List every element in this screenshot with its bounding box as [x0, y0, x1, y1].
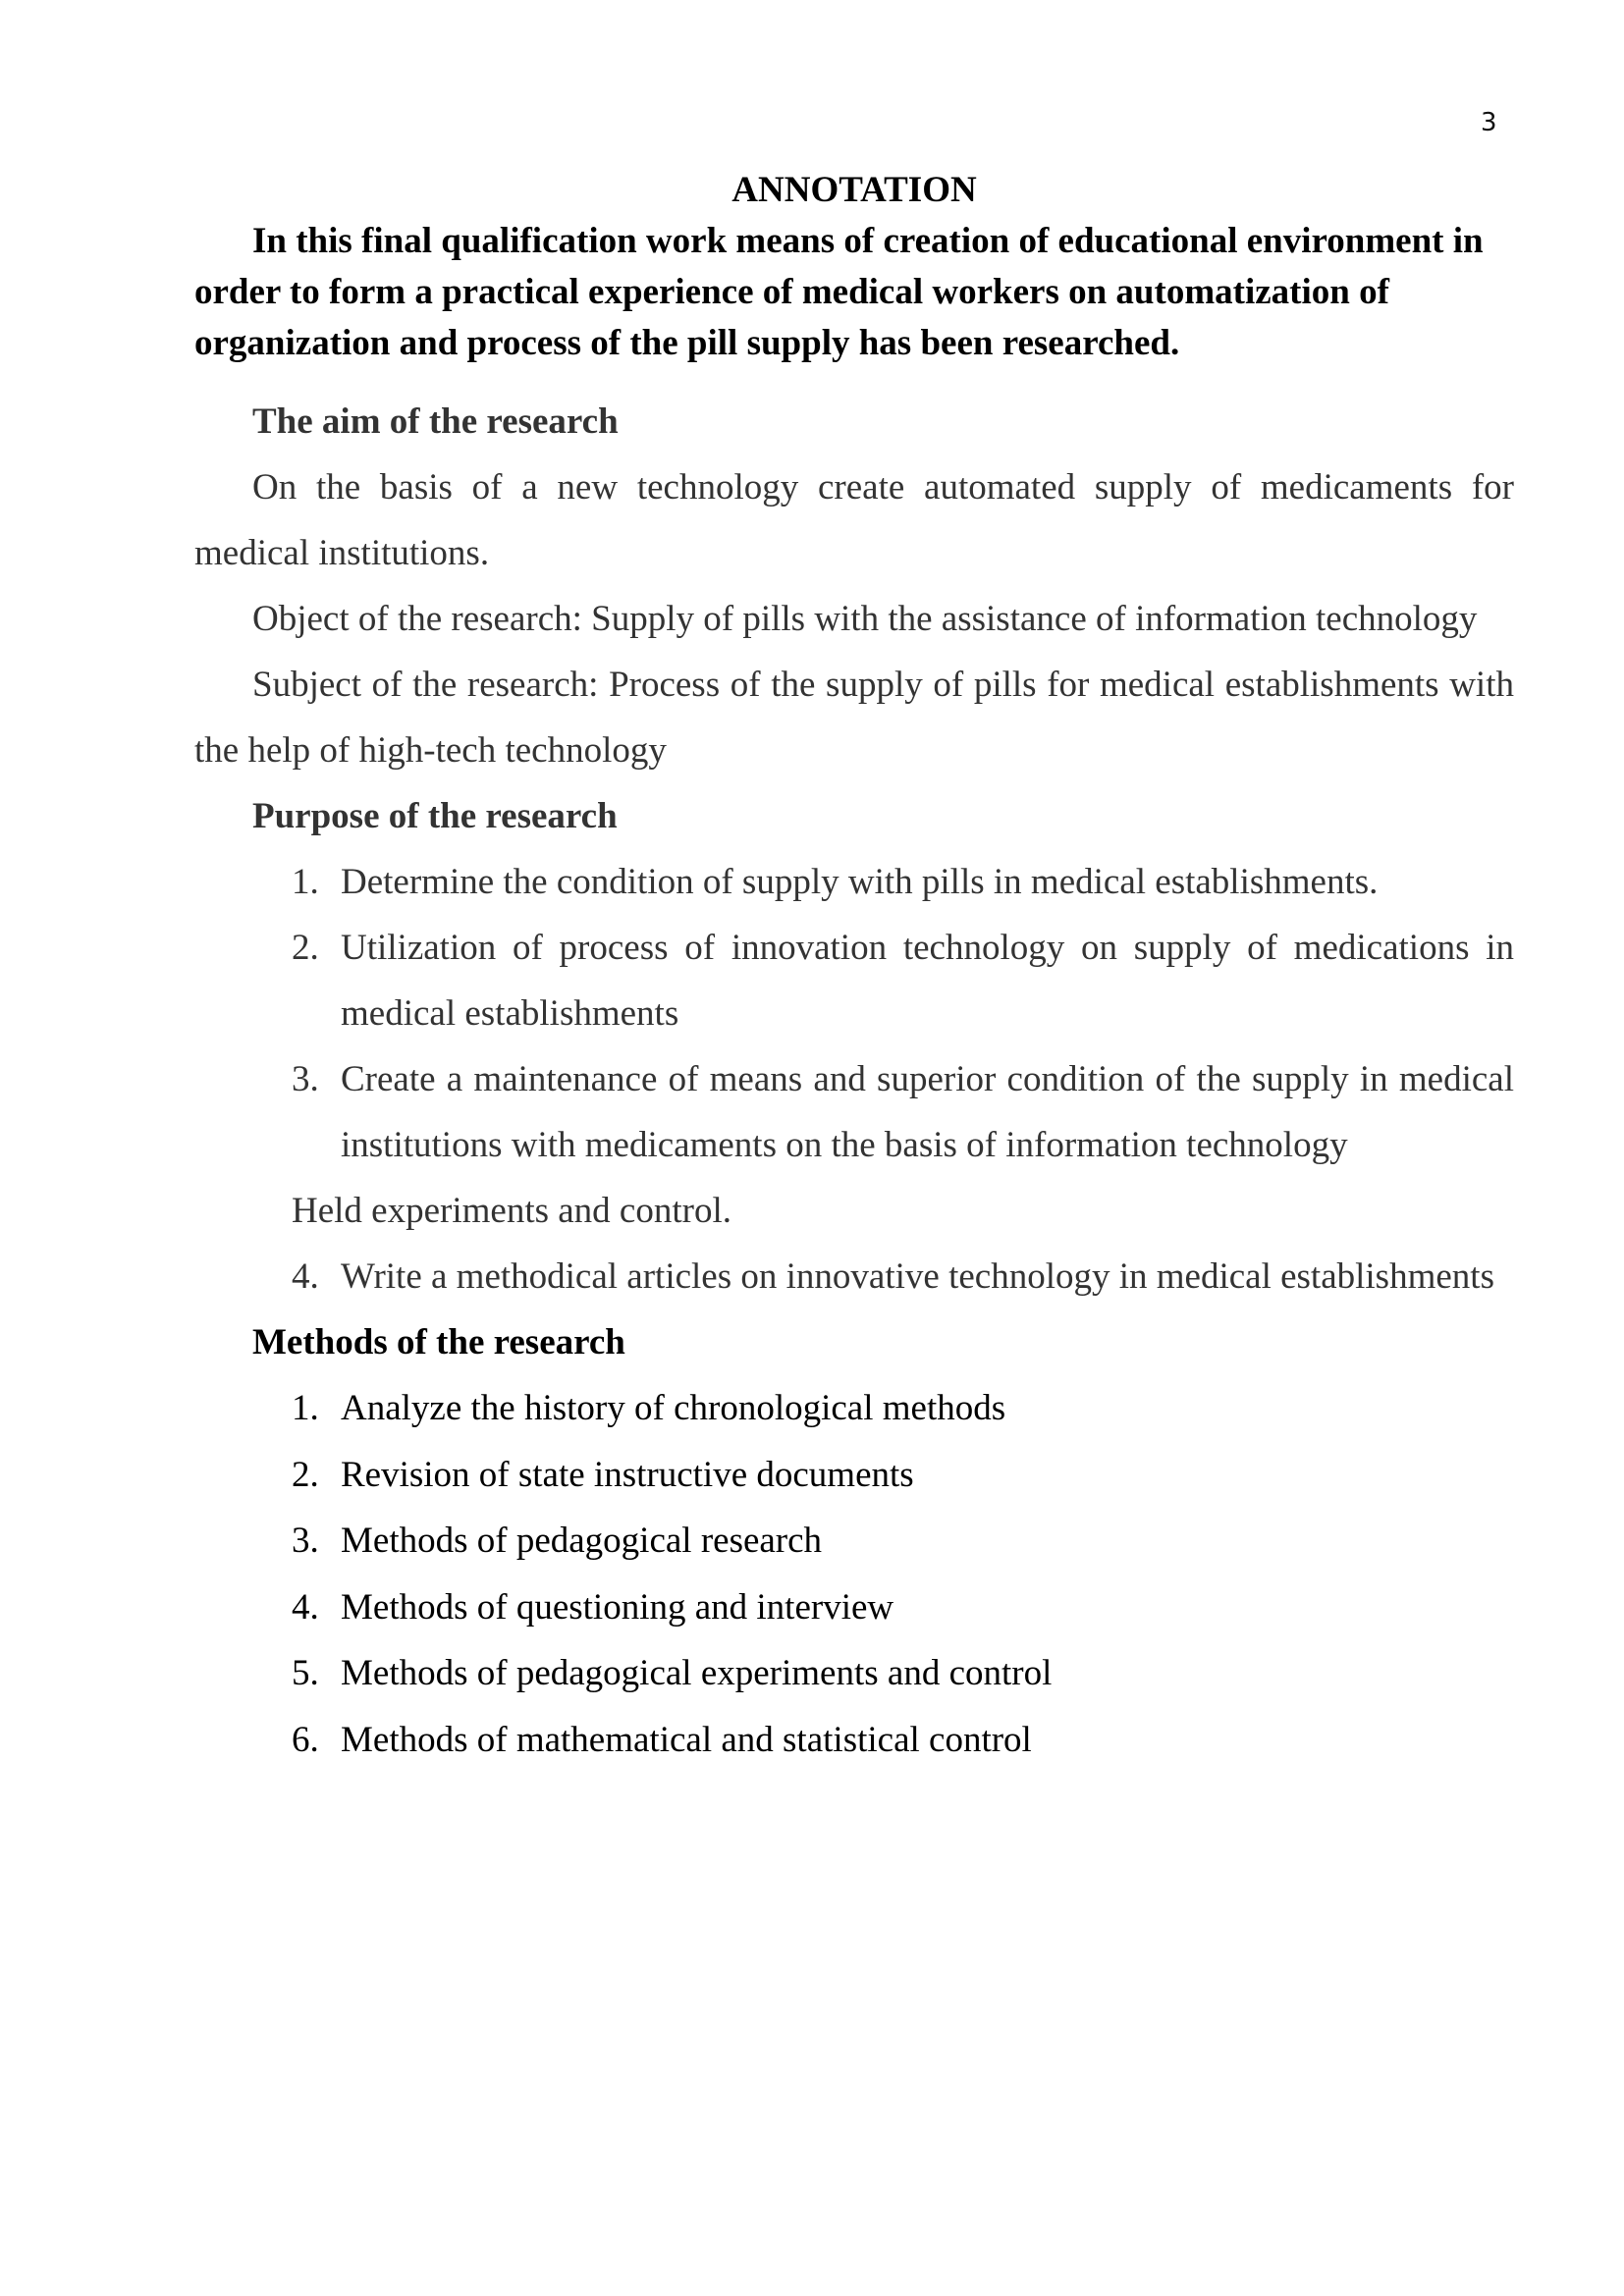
list-item-text: Methods of pedagogical research — [341, 1521, 823, 1561]
aim-paragraph: On the basis of a new technology create automated supply of medicaments for medical institutions. — [194, 467, 1514, 573]
list-item-text: Determine the condition of supply with pills in medical establishments. — [341, 862, 1379, 902]
list-item-text: Methods of pedagogical experiments and control — [341, 1653, 1053, 1693]
list-item-number: 1. — [292, 1388, 319, 1428]
purpose-list — [194, 849, 1514, 1178]
list-item-number: 5. — [292, 1653, 319, 1693]
document-body — [194, 165, 1514, 1773]
list-item — [194, 1508, 1514, 1575]
page-title: ANNOTATION — [731, 170, 977, 210]
list-item — [194, 1575, 1514, 1641]
list-item-number: 3. — [292, 1521, 319, 1561]
list-item — [194, 1046, 1514, 1178]
list-item-text: Analyze the history of chronological methods — [341, 1388, 1006, 1428]
list-item — [194, 1442, 1514, 1509]
list-item-number: 1. — [292, 862, 319, 902]
list-item-number: 3. — [292, 1059, 319, 1099]
intro-paragraph: In this final qualification work means of creation of educational environment in order to form a practical experience of medical workers on automatization of organization and process of the pill supply has been researched. — [194, 221, 1484, 363]
object-paragraph: Object of the research: Supply of pills with the assistance of information technology — [252, 599, 1478, 639]
list-item-text: Methods of mathematical and statistical control — [341, 1719, 1032, 1760]
purpose-heading: Purpose of the research — [252, 796, 618, 836]
list-item-text: Utilization of process of innovation technology on supply of medications in medical establishments — [341, 928, 1514, 1034]
list-item-text: Create a maintenance of means and superior condition of the supply in medical institutions with medicaments on the basis of information technology — [341, 1059, 1514, 1165]
held-experiments-line: Held experiments and control. — [292, 1191, 731, 1231]
methods-list — [194, 1375, 1514, 1773]
list-item — [194, 915, 1514, 1046]
list-item-number: 2. — [292, 1454, 319, 1495]
aim-heading: The aim of the research — [252, 401, 619, 442]
purpose-list-continued — [194, 1244, 1514, 1309]
list-item-number: 2. — [292, 928, 319, 968]
list-item — [194, 849, 1514, 915]
list-item — [194, 1707, 1514, 1774]
subject-paragraph: Subject of the research: Process of the supply of pills for medical establishments with the help of high-tech technology — [194, 665, 1514, 771]
list-item-text: Write a methodical articles on innovative technology in medical establishments — [341, 1256, 1494, 1297]
methods-heading: Methods of the research — [252, 1322, 625, 1362]
list-item-number: 4. — [292, 1256, 319, 1297]
list-item-text: Revision of state instructive documents — [341, 1454, 914, 1495]
list-item-text: Methods of questioning and interview — [341, 1586, 894, 1628]
list-item-number: 4. — [292, 1586, 319, 1628]
list-item-number: 6. — [292, 1719, 319, 1760]
page-number: 3 — [1481, 108, 1497, 137]
list-item — [194, 1375, 1514, 1442]
list-item — [194, 1640, 1514, 1707]
list-item — [194, 1244, 1514, 1309]
